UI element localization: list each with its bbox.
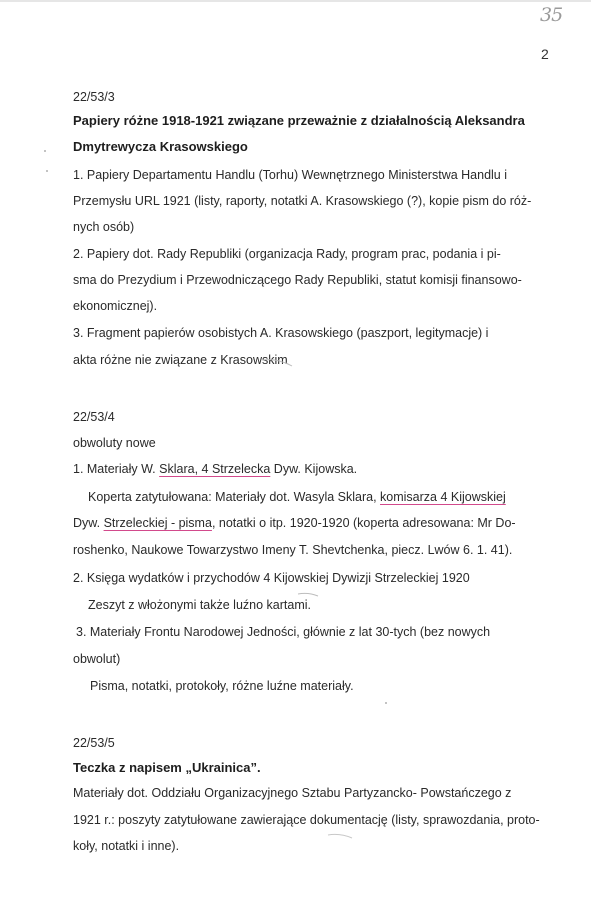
material-item-3-note: Pisma, notatki, protokoły, różne luźne materiały. [90,679,354,693]
scan-speck [44,150,46,152]
envelope-line-1 [88,489,506,505]
folder-title: Teczka z napisem „Ukrainica”. [73,760,261,775]
section-title-line-1: Papiery różne 1918-1921 związane przeważnie z działalnością Aleksandra [73,113,525,128]
envelope-line-1-underlined: komisarza 4 Kijowskiej [380,490,506,504]
material-item-2: 2. Księga wydatków i przychodów 4 Kijowskiej Dywizji Strzeleckiej 1920 [73,571,470,585]
envelope-line-1-prefix: Koperta zatytułowana: Materiały dot. Wasyla Sklara, [88,490,381,504]
item-1-line-3: nych osób) [73,220,135,234]
scan-speck [385,702,387,704]
envelope-line-2-underlined: Strzeleckiej - pisma [103,516,212,530]
scan-edge [0,0,591,2]
envelope-line-2 [73,515,516,531]
item-3-line-1: 3. Fragment papierów osobistych A. Krasowskiego (paszport, legitymacje) i [73,326,489,340]
material-item-1-prefix: 1. Materiały W. [73,462,160,476]
item-1-line-1: 1. Papiery Departamentu Handlu (Torhu) Wewnętrznego Ministerstwa Handlu i [73,168,508,182]
section-subtitle: obwoluty nowe [73,436,156,450]
item-3-line-2: akta różne nie związane z Krasowskim [73,353,288,367]
section-title-line-2: Dmytrewycza Krasowskiego [73,139,248,154]
material-item-3-line-1: 3. Materiały Frontu Narodowej Jedności, głównie z lat 30-tych (bez nowych [76,625,491,639]
material-item-2-note: Zeszyt z włożonymi także luźno kartami. [88,598,311,612]
pencil-stroke [298,593,318,596]
envelope-line-2-suffix: , notatki o itp. 1920-1920 (koperta adresowana: Mr Do- [211,516,516,530]
signature-22-53-5: 22/53/5 [73,736,115,750]
folder-line-2: 1921 r.: poszyty zatytułowane zawierające dokumentację (listy, sprawozdania, proto- [73,813,540,827]
material-item-1-underlined: Sklara, 4 Strzelecka [159,462,271,476]
envelope-line-2-prefix: Dyw. [73,516,104,530]
pencil-stroke [328,834,352,838]
envelope-line-3: roshenko, Naukowe Towarzystwo Imeny T. Shevtchenka, piecz. Lwów 6. 1. 41). [73,543,513,557]
item-2-line-2: sma do Prezydium i Przewodniczącego Rady Republiki, statut komisji finansowo- [73,273,522,287]
item-2-line-3: ekonomicznej). [73,299,158,313]
folder-line-1: Materiały dot. Oddziału Organizacyjnego Sztabu Partyzancko- Powstańczego z [73,786,512,800]
item-1-line-2: Przemysłu URL 1921 (listy, raporty, notatki A. Krasowskiego (?), kopie pism do róż- [73,194,532,208]
material-item-1 [73,461,357,477]
folder-line-3: koły, notatki i inne). [73,839,180,853]
material-item-3-line-2: obwolut) [73,652,121,666]
pencil-folio-mark: 35 [540,4,563,26]
item-2-line-1: 2. Papiery dot. Rady Republiki (organizacja Rady, program prac, podania i pi- [73,247,501,261]
signature-22-53-4: 22/53/4 [73,410,115,424]
page-number: 2 [541,46,549,62]
scan-speck [46,170,48,172]
signature-22-53-3: 22/53/3 [73,90,115,104]
material-item-1-suffix: Dyw. Kijowska. [270,462,358,476]
